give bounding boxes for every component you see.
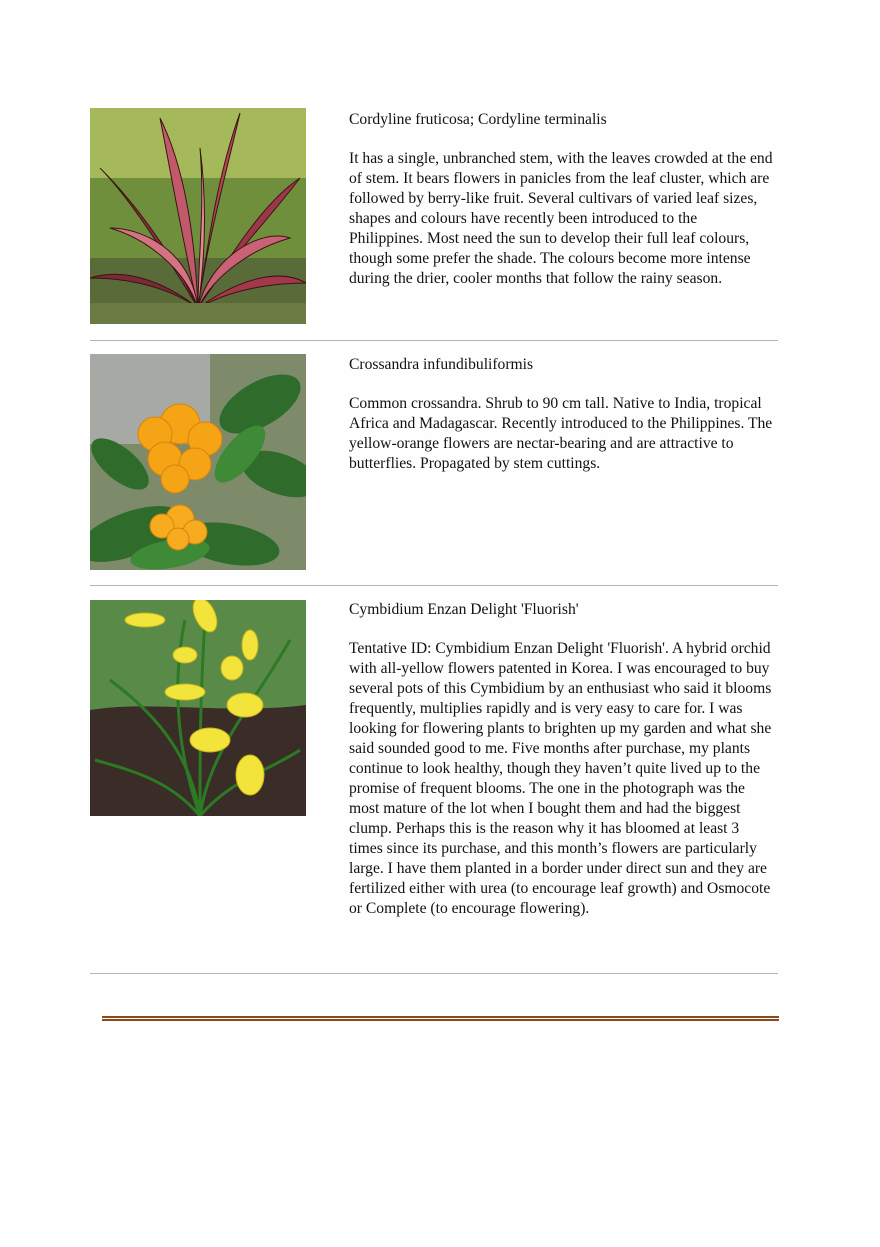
entry-title: Cymbidium Enzan Delight 'Fluorish': [349, 601, 579, 618]
plant-entry-cymbidium: [90, 599, 778, 974]
crossandra-photo: [90, 354, 306, 570]
plant-entry-crossandra: [90, 353, 778, 586]
entry-text: [349, 110, 774, 289]
entry-text: [349, 355, 774, 474]
entry-description: Common crossandra. Shrub to 90 cm tall. Native to India, tropical Africa and Madagascar. Recently introduced to the Philippines. The yellow-orange flowers are nectar-bearing and are attractive to butterflies. Propagated by stem cuttings.: [349, 395, 773, 472]
entry-text: [349, 600, 774, 919]
footer-rule: [102, 1016, 779, 1022]
plant-entry-cordyline: [90, 108, 778, 341]
entry-description: Tentative ID: Cymbidium Enzan Delight 'Fluorish'. A hybrid orchid with all-yellow flowers patented in Korea. I was encouraged to buy several pots of this Cymbidium by an enthusiast who said it blooms frequently, multiplies rapidly and is very easy to care for. I was looking for flowering plants to brighten up my garden and what she said sounded good to me. Five months after purchase, my plants continue to look healthy, though they haven’t quite lived up to the promise of frequent blooms. The one in the photograph was the most mature of the lot when I bought them and had the biggest clump. Perhaps this is the reason why it has bloomed at least 3 times since its purchase, and this month’s flowers are particularly large. I have them planted in a border under direct sun and they are fertilized either with urea (to encourage leaf growth) and Osmocote or Complete (to encourage flowering).: [349, 640, 772, 917]
footer-rule-line-bottom: [102, 1019, 779, 1021]
entry-title: Cordyline fruticosa; Cordyline terminalis: [349, 111, 607, 128]
cymbidium-photo: [90, 600, 306, 816]
entry-description: It has a single, unbranched stem, with the leaves crowded at the end of stem. It bears flowers in panicles from the leaf cluster, which are followed by berry-like fruit. Several cultivars of varied leaf sizes, shapes and colours have recently been introduced to the Philippines. Most need the sun to develop their full leaf colours, though some prefer the shade. The colours become more intense during the drier, cooler months that follow the rainy season.: [349, 150, 773, 287]
entry-title: Crossandra infundibuliformis: [349, 356, 534, 373]
cordyline-photo: [90, 108, 306, 324]
